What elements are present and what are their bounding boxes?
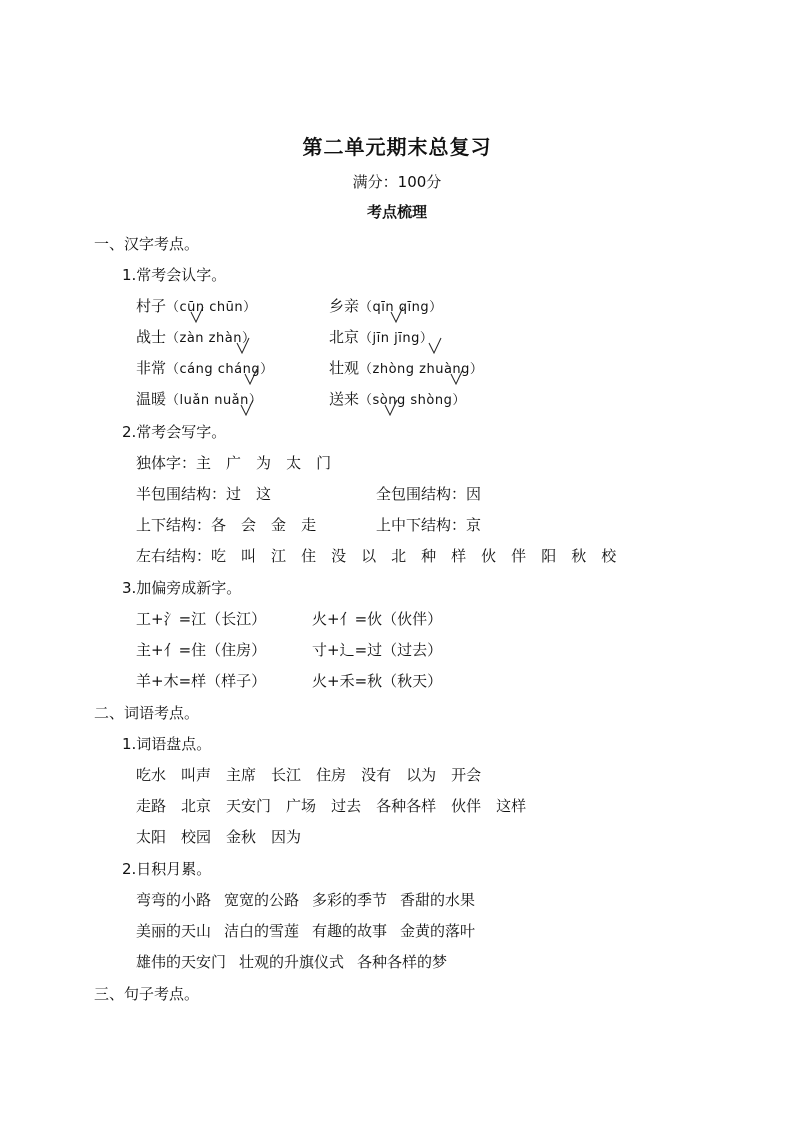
radical-item: 工+氵=江（长江） bbox=[136, 610, 267, 628]
radical-item: 火+禾=秋（秋天） bbox=[312, 672, 443, 690]
radical-item: 寸+辶=过（过去） bbox=[312, 641, 443, 659]
subsection-2-2: 2.日积月累。 bbox=[122, 860, 212, 878]
writing-row-full-enclosed: 全包围结构：因 bbox=[376, 485, 482, 503]
check-mark-icon bbox=[236, 337, 250, 355]
radical-item: 羊+木=样（样子） bbox=[136, 672, 267, 690]
word-list-row: 吃水 叫声 主席 长江 住房 没有 以为 开会 bbox=[136, 766, 482, 784]
subsection-1-1: 1.常考会认字。 bbox=[122, 266, 227, 284]
reading-item-4: 北京（jīn jīng） bbox=[329, 328, 434, 346]
check-mark-icon bbox=[384, 399, 398, 417]
writing-row-top-mid-bottom: 上中下结构：京 bbox=[376, 516, 482, 534]
writing-row-half-enclosed: 半包围结构：过 这 bbox=[136, 485, 272, 503]
reading-item-6: 壮观（zhòng zhuàng） bbox=[329, 359, 484, 377]
phrase-row: 美丽的天山 洁白的雪莲 有趣的故事 金黄的落叶 bbox=[136, 922, 476, 940]
section-3-title: 三、句子考点。 bbox=[94, 985, 200, 1003]
writing-row-single: 独体字：主 广 为 太 门 bbox=[136, 454, 332, 472]
word-list-row: 太阳 校园 金秋 因为 bbox=[136, 828, 302, 846]
section-2-title: 二、词语考点。 bbox=[94, 704, 200, 722]
check-mark-icon bbox=[450, 368, 464, 386]
full-score: 满分：100分 bbox=[352, 173, 442, 191]
radical-item: 火+亻=伙（伙伴） bbox=[312, 610, 443, 628]
subsection-1-3: 3.加偏旁成新字。 bbox=[122, 579, 242, 597]
check-mark-icon bbox=[390, 306, 404, 324]
subsection-1-2: 2.常考会写字。 bbox=[122, 423, 227, 441]
subsection-2-1: 1.词语盘点。 bbox=[122, 735, 212, 753]
reading-item-1: 村子（cūn chūn） bbox=[136, 297, 257, 315]
radical-item: 主+亻=住（住房） bbox=[136, 641, 267, 659]
section-heading: 考点梳理 bbox=[366, 203, 427, 221]
reading-item-5: 非常（cáng cháng） bbox=[136, 359, 274, 377]
check-mark-icon bbox=[428, 337, 442, 355]
phrase-row: 雄伟的天安门 壮观的升旗仪式 各种各样的梦 bbox=[136, 953, 448, 971]
word-list-row: 走路 北京 天安门 广场 过去 各种各样 伙伴 这样 bbox=[136, 797, 527, 815]
phrase-row: 弯弯的小路 宽宽的公路 多彩的季节 香甜的水果 bbox=[136, 891, 476, 909]
section-1-title: 一、汉字考点。 bbox=[94, 235, 200, 253]
reading-item-3: 战士（zàn zhàn） bbox=[136, 328, 256, 346]
page-title: 第二单元期末总复习 bbox=[302, 135, 492, 159]
writing-row-left-right: 左右结构：吃 叫 江 住 没 以 北 种 样 伙 伴 阳 秋 校 bbox=[136, 547, 617, 565]
reading-item-2: 乡亲（qīn qīng） bbox=[329, 297, 443, 315]
check-mark-icon bbox=[240, 399, 254, 417]
reading-item-7: 温暖（luǎn nuǎn） bbox=[136, 390, 263, 408]
writing-row-top-bottom: 上下结构：各 会 金 走 bbox=[136, 516, 317, 534]
check-mark-icon bbox=[244, 368, 258, 386]
reading-item-8: 送来（sòng shòng） bbox=[329, 390, 466, 408]
check-mark-icon bbox=[190, 306, 204, 324]
